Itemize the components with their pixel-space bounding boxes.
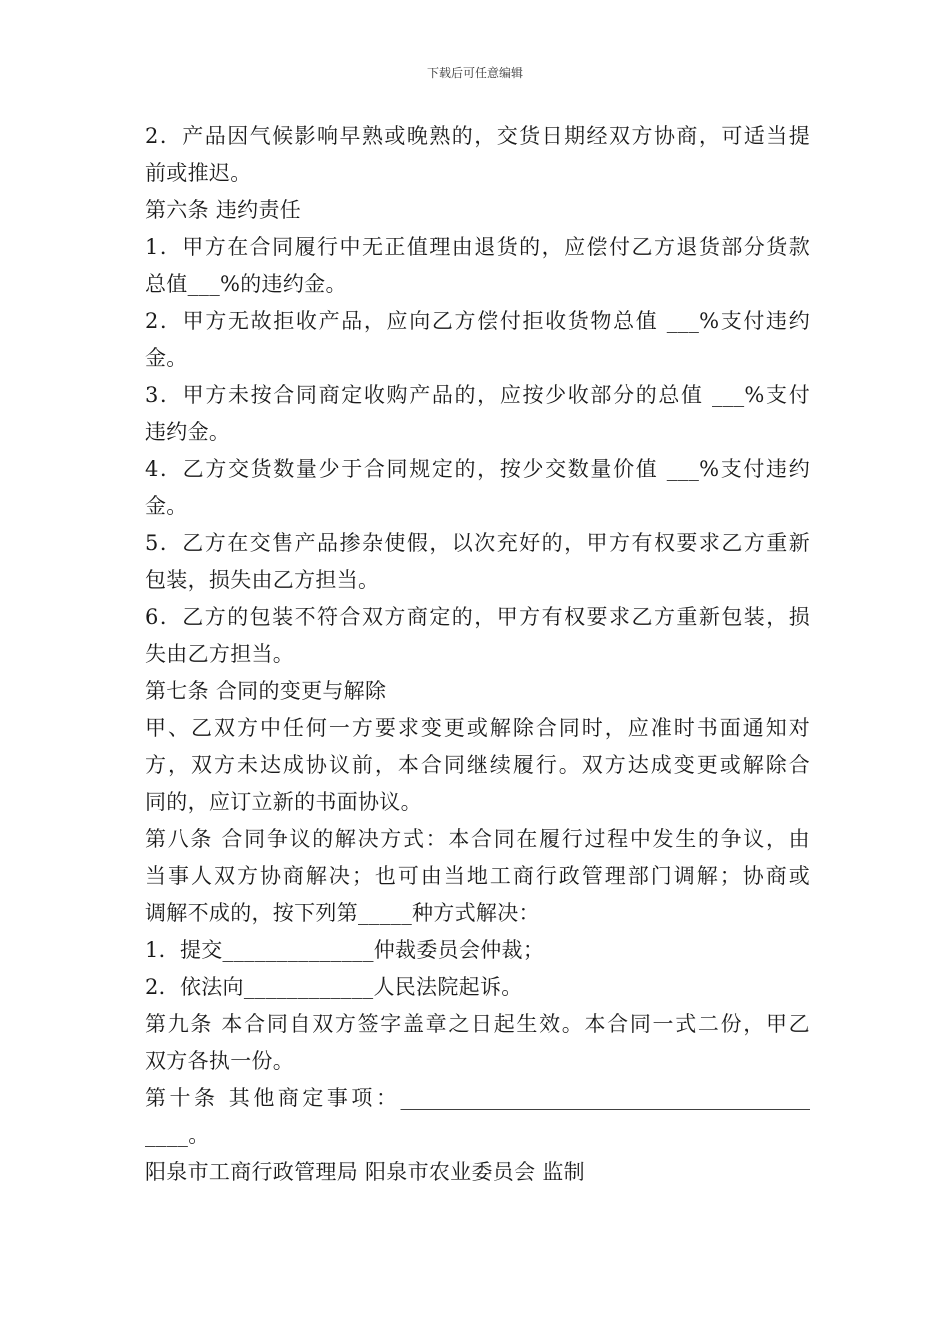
text-line: 调解不成的，按下列第_____种方式解决：	[145, 901, 540, 925]
section-heading: 第七条 合同的变更与解除	[145, 679, 387, 703]
text-line: 前或推迟。	[145, 161, 252, 185]
text-line: 2．产品因气候影响早熟或晚熟的，交货日期经双方协商，可适当提	[145, 124, 810, 148]
text-line: 2．依法向____________人民法院起诉。	[145, 975, 523, 999]
text-line: 3．甲方未按合同商定收购产品的，应按少收部分的总值 ___%支付	[145, 383, 810, 407]
page-header: 下载后可任意编辑	[426, 66, 523, 80]
text-line: 2．甲方无故拒收产品，应向乙方偿付拒收货物总值 ___%支付违约	[145, 309, 810, 333]
text-line: 金。	[145, 346, 188, 370]
text-line: 第十条 其他商定事项：_______________________________________	[145, 1086, 810, 1110]
text-line: 包装，损失由乙方担当。	[145, 568, 380, 592]
text-line: 甲、乙双方中任何一方要求变更或解除合同时，应准时书面通知对	[145, 716, 810, 740]
text-line: 金。	[145, 494, 188, 518]
section-heading: 第六条 违约责任	[145, 198, 302, 222]
text-line: ____。	[145, 1123, 210, 1147]
text-line: 第八条 合同争议的解决方式：本合同在履行过程中发生的争议，由	[145, 827, 810, 851]
text-line: 当事人双方协商解决；也可由当地工商行政管理部门调解；协商或	[145, 864, 810, 888]
text-line: 4．乙方交货数量少于合同规定的，按少交数量价值 ___%支付违约	[145, 457, 810, 481]
text-line: 方，双方未达成协议前，本合同继续履行。双方达成变更或解除合	[145, 753, 810, 777]
text-line: 违约金。	[145, 420, 231, 444]
text-line: 1．提交______________仲裁委员会仲裁；	[145, 938, 545, 962]
text-line: 双方各执一份。	[145, 1049, 295, 1073]
footer-supervision-line: 阳泉市工商行政管理局 阳泉市农业委员会 监制	[145, 1160, 585, 1184]
text-line: 1．甲方在合同履行中无正值理由退货的，应偿付乙方退货部分货款	[145, 235, 810, 259]
text-line: 5．乙方在交售产品掺杂使假，以次充好的，甲方有权要求乙方重新	[145, 531, 810, 555]
text-line: 失由乙方担当。	[145, 642, 295, 666]
text-line: 第九条 本合同自双方签字盖章之日起生效。本合同一式二份，甲乙	[145, 1012, 810, 1036]
contract-body	[145, 118, 810, 1191]
text-line: 6．乙方的包装不符合双方商定的，甲方有权要求乙方重新包装，损	[145, 605, 810, 629]
text-line: 同的，应订立新的书面协议。	[145, 790, 422, 814]
text-line: 总值___%的违约金。	[145, 272, 347, 296]
